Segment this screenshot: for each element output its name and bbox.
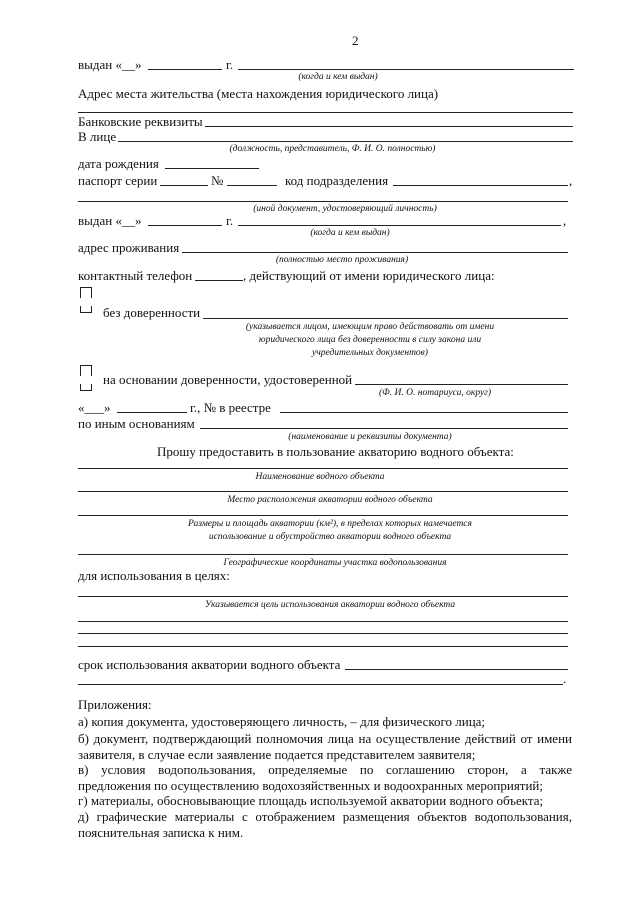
caption-when-who-1: (когда и кем выдан) <box>298 72 378 82</box>
with-poa-checkbox[interactable] <box>80 365 90 391</box>
bank-details-label: Банковские реквизиты <box>78 114 203 129</box>
issued-label: выдан «__» <box>78 57 142 72</box>
caption-when-who-2: (когда и кем выдан) <box>310 228 390 238</box>
attachment-e: д) графические материалы с отображением размещения объектов водопользования, пояснительная записка к ним. <box>78 809 572 840</box>
address-legal-label: Адрес места жительства (места нахождения юридического лица) <box>78 86 439 101</box>
birth-date-label: дата рождения <box>78 156 159 171</box>
residence-line <box>182 252 568 253</box>
request-heading: Прошу предоставить в пользование акваторию водного объекта: <box>157 444 514 459</box>
without-poa-label: без доверенности <box>103 305 201 320</box>
issued-year-label: г. <box>226 57 234 72</box>
issued-comma-2: , <box>563 213 567 228</box>
coords-line <box>78 554 568 555</box>
residence-label: адрес проживания <box>78 240 180 255</box>
purpose-line-4 <box>78 646 568 647</box>
caption-position: (должность, представитель, Ф. И. О. полностью) <box>229 144 436 154</box>
other-grounds-line <box>200 428 568 429</box>
with-poa-label: на основании доверенности, удостоверенной <box>103 372 353 387</box>
issued-by-line-2 <box>238 225 561 226</box>
caption-without-poa-3: учредительных документов) <box>312 348 428 358</box>
caption-size-1: Размеры и площадь акватории (км²), в пределах которых намечается <box>188 519 472 529</box>
registry-label: г., № в реестре <box>190 400 271 415</box>
location-line <box>78 491 568 492</box>
attachment-c: в) условия водопользования, определяемые по соглашению сторон, а также предложения по осуществлению водохозяйственных и водоохранных мероприятий; <box>78 762 572 793</box>
size-line <box>78 515 568 516</box>
purpose-label: для использования в целях: <box>78 568 230 583</box>
subdivision-line <box>393 185 568 186</box>
in-person-line <box>118 141 573 142</box>
caption-without-poa-2: юридического лица без доверенности в силу закона или <box>258 335 482 345</box>
other-grounds-label: по иным основаниям <box>78 416 195 431</box>
passport-comma: , <box>569 173 573 188</box>
phone-suffix: , действующий от имени юридического лица: <box>243 268 495 283</box>
passport-no-label: № <box>211 173 224 188</box>
water-name-line <box>78 468 568 469</box>
caption-location: Место расположения акватории водного объекта <box>227 495 433 505</box>
passport-series-line <box>160 185 208 186</box>
purpose-line-1 <box>78 596 568 597</box>
issued-date-line <box>148 69 222 70</box>
caption-other-doc: (иной документ, удостоверяющий личность) <box>253 204 437 214</box>
purpose-line-2 <box>78 621 568 622</box>
attachment-b: б) документ, подтверждающий полномочия лица на осуществление действий от имени заявителя, в случае если заявление подается представителем заявителя; <box>78 731 572 762</box>
purpose-line-3 <box>78 633 568 634</box>
registry-line <box>280 412 568 413</box>
without-poa-checkbox[interactable] <box>80 287 90 313</box>
attachment-a: а) копия документа, удостоверяющего личность, – для физического лица; <box>78 714 486 729</box>
issued-year-label-2: г. <box>226 213 234 228</box>
birth-date-line <box>165 168 259 169</box>
subdivision-label: код подразделения <box>285 173 389 188</box>
issued-by-line <box>238 69 574 70</box>
term-label: срок использования акватории водного объекта <box>78 657 341 672</box>
caption-notary: (Ф. И. О. нотариуса, округ) <box>378 388 492 398</box>
caption-water-name: Наименование водного объекта <box>255 472 385 482</box>
issued-label-2: выдан «__» <box>78 213 142 228</box>
bank-details-line <box>205 126 573 127</box>
phone-label: контактный телефон <box>78 268 193 283</box>
caption-without-poa-1: (указывается лицом, имеющим право действовать от имени <box>245 322 495 332</box>
registry-date-line <box>117 412 187 413</box>
in-person-label: В лице <box>78 129 117 144</box>
phone-line <box>195 280 243 281</box>
term-line <box>345 669 568 670</box>
term-line-2 <box>78 684 563 685</box>
caption-coords: Географические координаты участка водопользования <box>223 558 447 568</box>
caption-size-2: использование и обустройство акватории водного объекта <box>208 532 452 542</box>
page-number: 2 <box>352 33 359 48</box>
notary-line <box>355 384 568 385</box>
attachment-d: г) материалы, обосновывающие площадь используемой акватории водного объекта; <box>78 793 544 808</box>
caption-purpose: Указывается цель использования акватории водного объекта <box>204 600 456 610</box>
passport-number-line <box>227 185 277 186</box>
address-line <box>78 112 573 113</box>
term-end: . <box>563 671 567 686</box>
registry-quote: «___» <box>78 400 111 415</box>
attachments-title: Приложения: <box>78 697 152 712</box>
issued-date-line-2 <box>148 225 222 226</box>
caption-doc-name: (наименование и реквизиты документа) <box>288 432 452 442</box>
passport-series-label: паспорт серии <box>78 173 158 188</box>
without-poa-line <box>203 318 568 319</box>
other-doc-line <box>78 201 568 202</box>
caption-full-residence: (полностью место проживания) <box>275 255 409 265</box>
